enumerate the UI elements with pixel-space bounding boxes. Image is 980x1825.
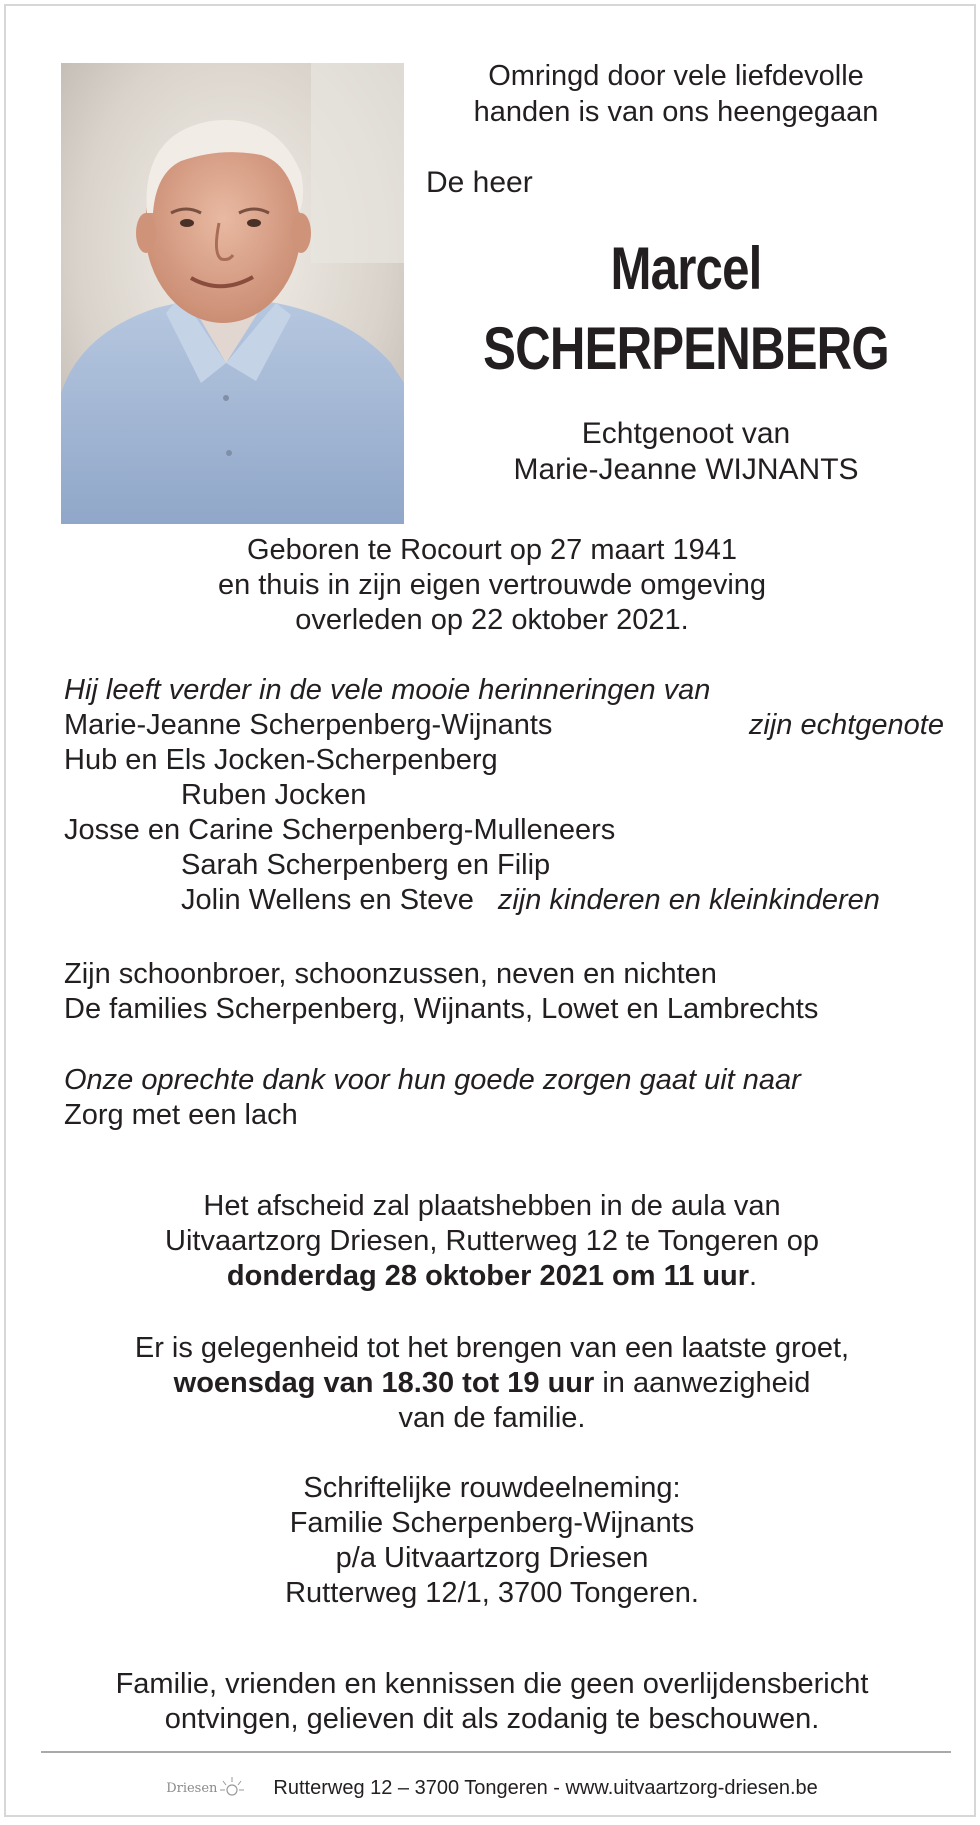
closing-line: ontvingen, gelieven dit als zodanig te beschouwen. xyxy=(164,1703,820,1735)
footer-address: Rutterweg 12 – 3700 Tongeren - www.uitvaartzorg-driesen.be xyxy=(273,1776,818,1799)
visitation-time xyxy=(6,1366,978,1401)
child-entry: Josse en Carine Scherpenberg-Mulleneers xyxy=(64,814,616,846)
thanks-recipient: Zorg met een lach xyxy=(64,1099,298,1131)
intro-line: Omringd door vele liefdevolle xyxy=(488,60,864,92)
survivors-heading: Hij leeft verder in de vele mooie herinneringen van xyxy=(64,674,711,706)
grandchild-entry: Sarah Scherpenberg en Filip xyxy=(181,849,551,881)
intro-text xyxy=(426,58,926,130)
funeral-home-logo xyxy=(166,1775,245,1801)
visitation-section xyxy=(6,1331,978,1436)
children-role: zijn kinderen en kleinkinderen xyxy=(497,884,880,916)
condolences-line: p/a Uitvaartzorg Driesen xyxy=(335,1542,649,1574)
spouse-info xyxy=(426,416,946,488)
portrait-illustration xyxy=(61,63,404,524)
footer-divider xyxy=(41,1751,951,1753)
grandchild-entry: Ruben Jocken xyxy=(181,779,367,811)
spouse-name: Marie-Jeanne WIJNANTS xyxy=(513,453,859,486)
extended-family xyxy=(64,957,944,1027)
family-line: De families Scherpenberg, Wijnants, Lowet en Lambrechts xyxy=(64,993,819,1025)
condolences-line: Schriftelijke rouwdeelneming: xyxy=(303,1472,681,1504)
birth-death-info xyxy=(6,533,978,638)
death-line: overleden op 22 oktober 2021. xyxy=(295,604,689,636)
farewell-date-bold: donderdag 28 oktober 2021 om 11 uur xyxy=(226,1260,750,1292)
spouse-label: Echtgenoot van xyxy=(581,417,791,450)
portrait-photo xyxy=(61,63,404,524)
salutation: De heer xyxy=(426,166,533,199)
farewell-date xyxy=(6,1259,978,1294)
footer xyxy=(6,1771,978,1805)
survivors-list xyxy=(64,673,944,918)
sun-icon xyxy=(219,1775,245,1801)
survivor-row xyxy=(64,708,944,743)
birth-line: Geboren te Rocourt op 27 maart 1941 xyxy=(246,534,738,566)
visitation-line: van de familie. xyxy=(398,1402,586,1434)
condolences-section xyxy=(6,1471,978,1611)
thanks-line: Onze oprechte dank voor hun goede zorgen gaat uit naar xyxy=(64,1064,801,1096)
family-line: Zijn schoonbroer, schoonzussen, neven en nichten xyxy=(64,958,717,990)
farewell-section xyxy=(6,1189,978,1294)
visitation-time-suffix: in aanwezigheid xyxy=(594,1367,811,1399)
closing-line: Familie, vrienden en kennissen die geen overlijdensbericht xyxy=(115,1668,869,1700)
farewell-line: Uitvaartzorg Driesen, Rutterweg 12 te Tongeren op xyxy=(165,1225,819,1257)
spouse-survivor-name: Marie-Jeanne Scherpenberg-Wijnants xyxy=(64,709,553,741)
home-line: en thuis in zijn eigen vertrouwde omgeving xyxy=(217,569,767,601)
child-entry: Hub en Els Jocken-Scherpenberg xyxy=(64,744,498,776)
spouse-role: zijn echtgenote xyxy=(748,709,944,741)
deceased-last-name: SCHERPENBERG xyxy=(483,315,889,382)
visitation-line: Er is gelegenheid tot het brengen van een laatste groet, xyxy=(134,1332,850,1364)
farewell-date-suffix: . xyxy=(749,1260,758,1292)
closing-section xyxy=(6,1667,978,1737)
intro-line: handen is van ons heengegaan xyxy=(473,96,879,128)
logo-wordmark: Driesen xyxy=(166,1780,218,1796)
grandchild-entry: Jolin Wellens en Steve xyxy=(181,884,474,916)
condolences-line: Familie Scherpenberg-Wijnants xyxy=(289,1507,695,1539)
survivor-row xyxy=(64,883,944,918)
condolences-line: Rutterweg 12/1, 3700 Tongeren. xyxy=(285,1577,699,1609)
deceased-first-name: Marcel xyxy=(610,235,762,302)
obituary-card xyxy=(4,4,976,1817)
visitation-time-bold: woensdag van 18.30 tot 19 uur xyxy=(173,1367,595,1399)
farewell-line: Het afscheid zal plaatshebben in de aula van xyxy=(203,1190,781,1222)
thanks-section xyxy=(64,1063,944,1133)
